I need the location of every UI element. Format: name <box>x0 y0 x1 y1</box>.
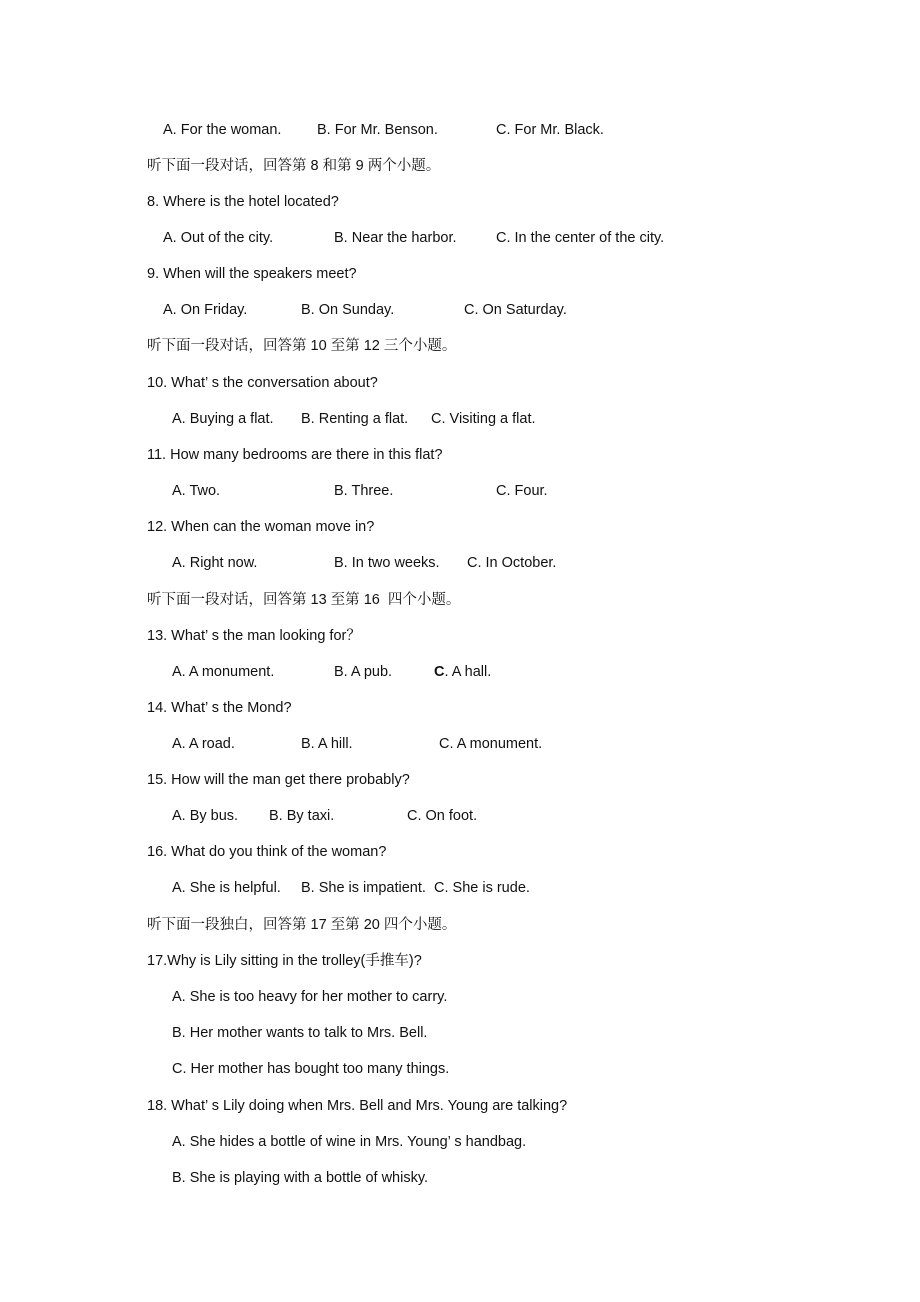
answer-option: C. In October. <box>467 555 557 571</box>
answer-option: A. A monument. <box>172 664 275 680</box>
section-instruction: 听下面一段独白，回答第 17 至第 20 四个小题。 <box>147 917 457 933</box>
section-instruction: 听下面一段对话，回答第 13 至第 16 四个小题。 <box>147 592 461 608</box>
question-text: 10. What’ s the conversation about? <box>147 375 378 391</box>
answer-option: B. A pub. <box>334 664 393 680</box>
option-letter: C <box>434 664 445 680</box>
answer-option: B. Three. <box>334 483 394 499</box>
answer-option: B. Her mother wants to talk to Mrs. Bell. <box>172 1025 428 1041</box>
answer-option: C. A monument. <box>439 736 543 752</box>
answer-option: C. On Saturday. <box>464 302 567 318</box>
answer-option: C. Four. <box>496 483 548 499</box>
answer-option: C. In the center of the city. <box>496 230 665 246</box>
question-text: 11. How many bedrooms are there in this flat? <box>147 447 443 463</box>
answer-option: C. She is rude. <box>434 880 530 896</box>
section-instruction: 听下面一段对话，回答第 10 至第 12 三个小题。 <box>147 338 457 354</box>
answer-option: B. In two weeks. <box>334 555 440 571</box>
answer-option: A. By bus. <box>172 808 239 824</box>
answer-option: B. Near the harbor. <box>334 230 457 246</box>
question-text: 8. Where is the hotel located? <box>147 194 339 210</box>
question-text: 13. What’ s the man looking for？ <box>147 628 361 644</box>
question-text: 16. What do you think of the woman? <box>147 844 387 860</box>
answer-option: C. Her mother has bought too many things. <box>172 1061 450 1077</box>
answer-option: A. She is too heavy for her mother to carry. <box>172 989 448 1005</box>
answer-option: C. Visiting a flat. <box>431 411 536 427</box>
answer-option: A. For the woman. <box>163 122 282 138</box>
answer-option: B. A hill. <box>301 736 353 752</box>
answer-option: A. Right now. <box>172 555 258 571</box>
answer-option: A. Buying a flat. <box>172 411 274 427</box>
answer-option: B. By taxi. <box>269 808 335 824</box>
answer-option: A. A road. <box>172 736 235 752</box>
question-text: 17.Why is Lily sitting in the trolley(手推车)? <box>147 953 422 969</box>
answer-option: C. On foot. <box>407 808 478 824</box>
answer-option: C. For Mr. Black. <box>496 122 604 138</box>
answer-option: C. A hall. <box>434 664 492 680</box>
question-text: 18. What’ s Lily doing when Mrs. Bell and Mrs. Young are talking? <box>147 1098 568 1114</box>
answer-option: A. Out of the city. <box>163 230 274 246</box>
section-instruction: 听下面一段对话，回答第 8 和第 9 两个小题。 <box>147 158 441 174</box>
answer-option: B. She is impatient. <box>301 880 426 896</box>
question-text: 15. How will the man get there probably? <box>147 772 410 788</box>
question-text: 9. When will the speakers meet? <box>147 266 357 282</box>
answer-option: B. On Sunday. <box>301 302 395 318</box>
question-text: 14. What’ s the Mond? <box>147 700 292 716</box>
answer-option: A. Two. <box>172 483 221 499</box>
answer-option: B. She is playing with a bottle of whisky. <box>172 1170 429 1186</box>
answer-option: B. For Mr. Benson. <box>317 122 438 138</box>
answer-option: A. On Friday. <box>163 302 248 318</box>
answer-option: A. She is helpful. <box>172 880 281 896</box>
answer-option: A. She hides a bottle of wine in Mrs. Young’ s handbag. <box>172 1134 527 1150</box>
answer-option: B. Renting a flat. <box>301 411 409 427</box>
question-text: 12. When can the woman move in? <box>147 519 375 535</box>
